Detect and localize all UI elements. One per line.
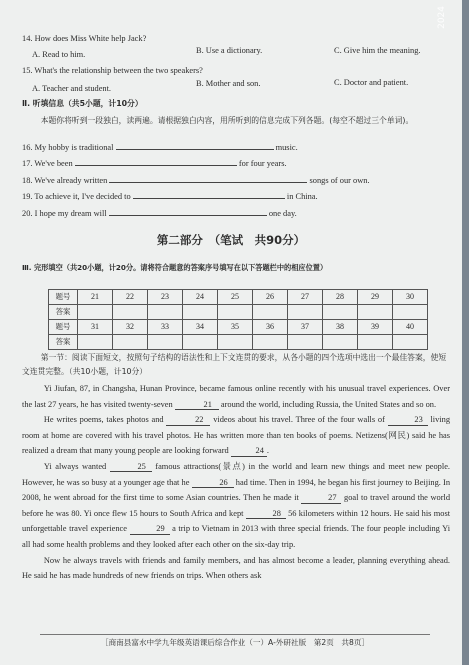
blank-29[interactable]: 29: [130, 525, 170, 534]
passage-text: a trip to Vietnam in 2013 with three special friends. The four people including Yi all had some health problems and they looked after each other on the six-day trip.: [22, 524, 451, 549]
section-one-intro: 第一节：阅读下面短文，按照句子结构的语法性和上下文连贯的要求，从各小题的四个选项中选出一个最佳答案，使短文连贯完整。（共10小题，计10分）: [22, 353, 447, 376]
part-two-title: 第二部分 （笔试 共90分）: [156, 233, 306, 247]
question-number: 24: [183, 290, 218, 305]
question-number: 32: [113, 320, 148, 335]
question-15-option-a: A. Teacher and student.: [32, 84, 112, 93]
question-16-text: 16. My hobby is traditional: [22, 143, 114, 152]
answer-cell[interactable]: [358, 335, 393, 350]
passage-text: Yi Jiufan, 87, in Changsha, Hunan Province, became famous online recently with his unusual travel experiences. Over the last 27 years, he has visited twenty-seven: [22, 384, 450, 409]
passage-text: living room at home are covered with his travel photos. He has written more than ten books of poems. Netizens(网民) said he has realized a dream that many young people are looking forward: [22, 415, 451, 456]
question-number: 28: [323, 290, 358, 305]
answer-cell[interactable]: [288, 335, 323, 350]
passage-text: famous attractions(景点) in the world and learn new things and meet new people. However, he was so busy at a younger age that he: [22, 461, 451, 487]
question-number-row: [49, 320, 428, 335]
passage-text: Yi always wanted: [43, 461, 107, 471]
passage-paragraph-4: [22, 553, 450, 584]
passage-paragraph-1: [22, 381, 450, 412]
question-16: [22, 143, 452, 153]
passage-text: Now he always travels with friends and family members, and has almost become a leader, planning everything ahead. He said he has made hundreds of new friends on trips. When others ask: [22, 555, 450, 581]
answer-row: [49, 305, 428, 320]
blank-26[interactable]: 26: [192, 479, 234, 488]
question-number: 39: [358, 320, 393, 335]
question-15-stem: 15. What's the relationship between the two speakers?: [22, 66, 203, 75]
passage-text: .: [266, 446, 269, 456]
row-label: 题号: [49, 320, 78, 335]
question-17: [22, 159, 452, 169]
answer-cell[interactable]: [78, 305, 113, 320]
answer-cell[interactable]: [148, 305, 183, 320]
answer-cell[interactable]: [183, 335, 218, 350]
answer-cell[interactable]: [183, 305, 218, 320]
row-label: 答案: [49, 305, 78, 320]
answer-cell[interactable]: [253, 305, 288, 320]
question-19-text: 19. To achieve it, I've decided to: [22, 192, 131, 201]
answer-cell[interactable]: [78, 335, 113, 350]
passage-text: 56 kilometers within 12 hours. He said his most unforgettable travel experience: [22, 508, 451, 534]
question-number: 31: [78, 320, 113, 335]
blank-23[interactable]: 23: [388, 416, 428, 425]
cloze-passage: [22, 381, 450, 584]
cloze-heading: Ⅲ. 完形填空（共20小题，计20分。请将符合题意的答案序号填写在以下答题栏中的相应位置）: [22, 263, 328, 272]
question-14-option-c: C. Give him the meaning.: [334, 46, 421, 55]
passage-text: videos about his travel. Three of the four walls of: [213, 415, 385, 425]
question-14-option-a: A. Read to him.: [32, 50, 86, 59]
question-20: [22, 209, 452, 219]
row-label: 答案: [49, 335, 78, 350]
answer-cell[interactable]: [148, 335, 183, 350]
question-19: [22, 192, 452, 202]
question-18: [22, 176, 452, 186]
question-number: 36: [253, 320, 288, 335]
question-number: 40: [393, 320, 428, 335]
blank-27[interactable]: 27: [301, 494, 341, 503]
question-number: 33: [148, 320, 183, 335]
question-number: 27: [288, 290, 323, 305]
question-15-option-c: C. Doctor and patient.: [334, 78, 409, 87]
question-17-blank[interactable]: [75, 165, 237, 166]
answer-cell[interactable]: [253, 335, 288, 350]
answer-cell[interactable]: [218, 335, 253, 350]
question-number-row: [49, 290, 428, 305]
question-17-text: 17. We've been: [22, 159, 73, 168]
question-number: 21: [78, 290, 113, 305]
question-18-text: 18. We've already written: [22, 176, 108, 185]
passage-text: goal to travel around the world before he was 80. Yi once flew 15 hours to South Africa and kept: [22, 493, 451, 518]
question-18-suffix: songs of our own.: [309, 176, 370, 185]
answer-cell[interactable]: [218, 305, 253, 320]
question-number: 23: [148, 290, 183, 305]
passage-text: around the world, including Russia, the United States and so on.: [220, 399, 437, 409]
question-number: 25: [218, 290, 253, 305]
page-footer: ［商南县富水中学九年级英语课后综合作业（一）A-外研社版 第2页 共8页］: [40, 634, 430, 647]
passage-paragraph-2: [22, 412, 450, 459]
question-15-option-b: B. Mother and son.: [196, 79, 261, 88]
year-watermark: 2024: [437, 6, 448, 29]
question-14-option-b: B. Use a dictionary.: [196, 46, 263, 55]
question-number: 37: [288, 320, 323, 335]
row-label: 题号: [49, 290, 78, 305]
question-number: 26: [253, 290, 288, 305]
blank-22[interactable]: 22: [166, 416, 210, 425]
passage-text: He writes poems, takes photos and: [43, 415, 164, 425]
answer-cell[interactable]: [113, 305, 148, 320]
passage-text: had time. Then in 1994, he began his first journey to Beijing. In 2008, he went abroad for the first time to some Asian countries. Then he made it: [22, 477, 451, 503]
answer-cell[interactable]: [393, 305, 428, 320]
question-20-suffix: one day.: [268, 209, 297, 218]
answer-cell[interactable]: [288, 305, 323, 320]
answer-row: [49, 335, 428, 350]
question-19-suffix: in China.: [286, 192, 318, 201]
blank-21[interactable]: 21: [175, 401, 219, 410]
question-16-suffix: music.: [275, 143, 298, 152]
answer-grid: [48, 289, 428, 350]
question-number: 30: [393, 290, 428, 305]
question-number: 34: [183, 320, 218, 335]
blank-24[interactable]: 24: [231, 447, 267, 456]
listening-section-heading: Ⅱ. 听填信息（共5小题，计10分）: [22, 99, 143, 108]
question-17-suffix: for four years.: [238, 159, 287, 168]
question-number: 29: [358, 290, 393, 305]
answer-cell[interactable]: [358, 305, 393, 320]
answer-cell[interactable]: [323, 335, 358, 350]
question-20-blank[interactable]: [109, 215, 267, 216]
passage-paragraph-3: [22, 459, 450, 553]
question-18-blank[interactable]: [109, 182, 307, 183]
question-number: 35: [218, 320, 253, 335]
answer-cell[interactable]: [393, 335, 428, 350]
blank-28[interactable]: 28: [246, 510, 286, 519]
question-number: 22: [113, 290, 148, 305]
question-20-text: 20. I hope my dream will: [22, 209, 107, 218]
answer-cell[interactable]: [323, 305, 358, 320]
blank-25[interactable]: 25: [110, 463, 152, 472]
question-16-blank[interactable]: [116, 149, 274, 150]
listening-section-instruction: 本题你将听到一段独白，读两遍。请根据独白内容，用所听到的信息完成下列各题。(每空不超过三个单词)。: [40, 116, 414, 125]
question-number: 38: [323, 320, 358, 335]
answer-cell[interactable]: [113, 335, 148, 350]
question-19-blank[interactable]: [133, 198, 285, 199]
question-14-stem: 14. How does Miss White help Jack?: [22, 34, 147, 43]
